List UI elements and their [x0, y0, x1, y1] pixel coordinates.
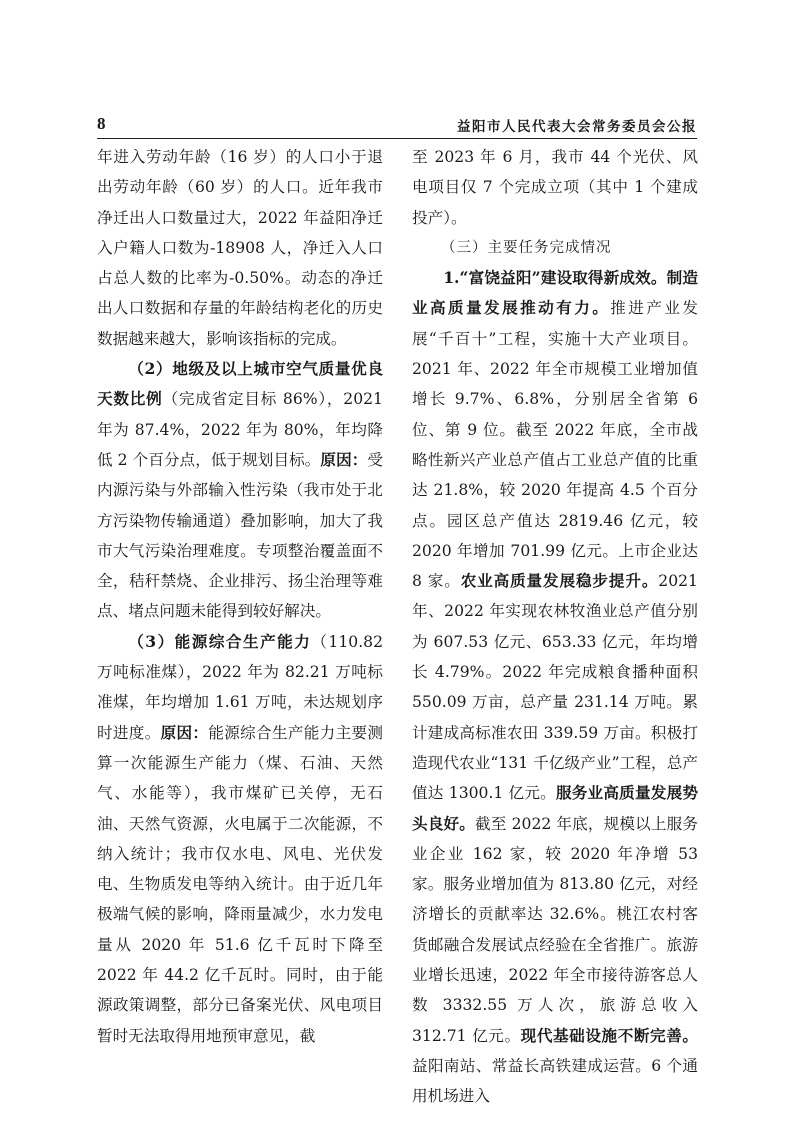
- paragraph-energy: [97, 627, 383, 1051]
- left-column: [97, 142, 383, 1092]
- paragraph-text: （110.82 万吨标准煤），2022 年为 82.21 万吨标准煤，年均增加 1.61 万吨，未达规划序时进度。: [97, 632, 383, 742]
- paragraph-text: 截至 2022 年底，规模以上服务业企业 162 家，较 2020 年净增 53 家。服务业增加值为 813.80 亿元，对经济增长的贡献率达 32.6%。桃江农村客货邮融合发展试点经验在全省推广。旅游业增长迅速，2022 年全市接待游客总人数 3332.55 万人次，旅游总收入 312.71 亿元。: [412, 814, 698, 1045]
- paragraph-text: 推进产业发展“千百十”工程，实施十大产业项目。2021 年、2022 年全市规模工业增加值增长 9.7%、6.8%，分别居全省第 6 位、第 9 位。截至 2022 年底，全市战略性新兴产业总产值占工业总产值的比重达 21.8%，较 2020 年提高 4.5 个百分点。园区总产值达 2819.46 亿元，较 2020 年增加 701.99 亿元。上市企业达 8 家。: [412, 299, 698, 591]
- task-heading: 农业高质量发展稳步提升。: [460, 571, 659, 591]
- page-number: 8: [97, 114, 106, 133]
- indicator-title: （3）能源综合生产能力: [128, 631, 312, 651]
- task-heading: 现代基础设施不断完善。: [520, 1025, 698, 1045]
- header-rule: [97, 138, 697, 139]
- journal-title: 益阳市人民代表大会常务委员会公报: [457, 119, 697, 135]
- right-column: [412, 142, 698, 1106]
- paragraph-text: 益阳南站、常益长高铁建成运营。6 个通用机场进入: [412, 1056, 698, 1106]
- indicator-title: （2）地级及以上城市空气质量优良天数比例: [97, 359, 383, 409]
- page-header: [97, 112, 697, 138]
- reason-label: 原因：: [320, 449, 368, 469]
- paragraph-air-quality: [97, 354, 383, 627]
- paragraph-text: 受内源污染与外部输入性污染（我市处于北方污染物传输通道）叠加影响，加大了我市大气污染治理难度。专项整治覆盖面不全，秸秆禁烧、企业排污、扬尘治理等难点、堵点问题未能得到较好解决。: [97, 450, 383, 621]
- paragraph-tasks: [412, 263, 698, 1111]
- task-heading: 1.“富饶益阳”建设取得新成效。制造业高质量发展推动有力。: [412, 268, 698, 318]
- task-heading: 服务业高质量发展势头良好。: [412, 783, 698, 833]
- paragraph-projects: 至 2023 年 6 月，我市 44 个光伏、风电项目仅 7 个完成立项（其中 1 个建成投产）。: [412, 148, 698, 227]
- section-subheading: （三）主要任务完成情况: [441, 239, 612, 256]
- paragraph-text: 2021 年、2022 年实现农林牧渔业总产值分别为 607.53 亿元、653.33 亿元，年均增长 4.79%。2022 年完成粮食播种面积 550.09 万亩，总产量 231.14 万吨。累计建成高标准农田 339.59 万亩。积极打造现代农业“131 千亿级产业”工程，总产值达 1300.1 亿元。: [412, 572, 698, 803]
- paragraph-text: （完成省定目标 86%），2021 年为 87.4%，2022 年为 80%，年均降低 2 个百分点，低于规划目标。: [97, 390, 383, 469]
- paragraph-text: 能源综合生产能力主要测算一次能源生产能力（煤、石油、天然气、水能等），我市煤矿已关停，无石油、天然气资源，火电属于二次能源，不纳入统计；我市仅水电、风电、光伏发电、生物质发电等纳入统计。由于近几年极端气候的影响，降雨量减少，水力发电量从 2020 年 51.6 亿千瓦时下降至 2022 年 44.2 亿千瓦时。同时，由于能源政策调整，部分已备案光伏、风电项目暂时无法取得用地预审意见，截: [97, 723, 383, 1045]
- reason-label: 原因：: [160, 722, 209, 742]
- paragraph-population: 年进入劳动年龄（16 岁）的人口小于退出劳动年龄（60 岁）的人口。近年我市净迁出人口数量过大，2022 年益阳净迁入户籍人口数为-18908 人，净迁入人口占总人数的比率为-0.50%。动态的净迁出人口数据和存量的年龄结构老化的历史数据越来越大，影响该指标的完成。: [97, 148, 383, 348]
